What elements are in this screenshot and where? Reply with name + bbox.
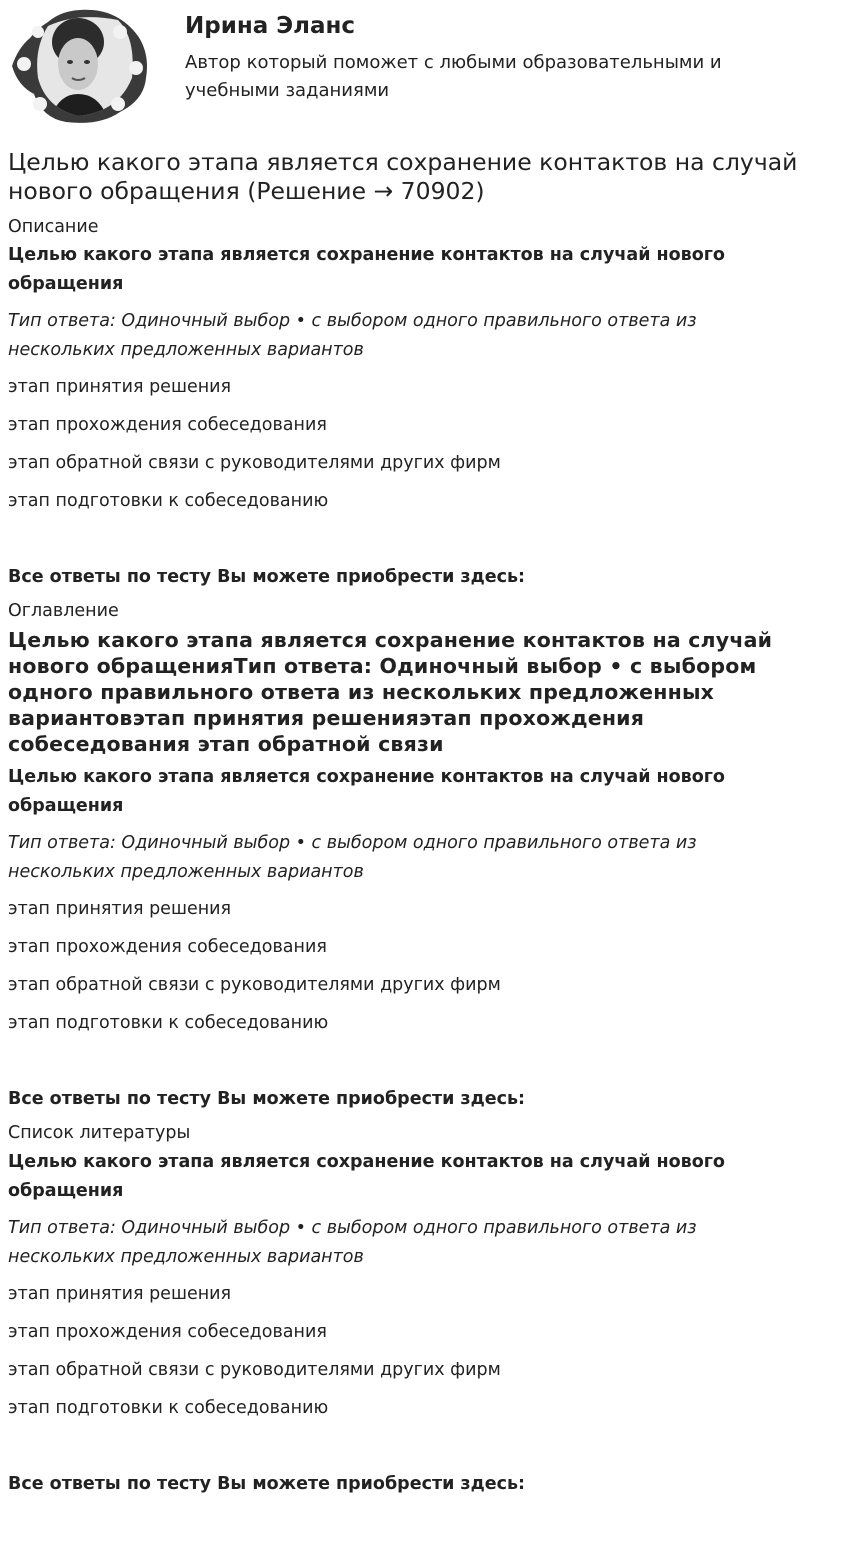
answer-option: этап обратной связи с руководителями других фирм bbox=[8, 1360, 501, 1380]
section-label-toc: Оглавление bbox=[8, 601, 119, 621]
section-label-description: Описание bbox=[8, 217, 99, 237]
page-title: Целью какого этапа является сохранение контактов на случай нового обращения (Решение → 70902) bbox=[8, 148, 798, 205]
answer-option: этап прохождения собеседования bbox=[8, 937, 327, 957]
buy-answers-text: Все ответы по тесту Вы можете приобрести здесь: bbox=[8, 1089, 526, 1109]
references-section bbox=[8, 1121, 833, 1496]
question-text: Целью какого этапа является сохранение контактов на случай нового обращения bbox=[8, 1152, 725, 1201]
answer-option: этап принятия решения bbox=[8, 377, 232, 397]
page bbox=[8, 0, 833, 1496]
answer-option: этап прохождения собеседования bbox=[8, 1322, 327, 1342]
author-avatar[interactable] bbox=[8, 8, 150, 126]
answer-option: этап обратной связи с руководителями других фирм bbox=[8, 975, 501, 995]
answer-option: этап подготовки к собеседованию bbox=[8, 1398, 329, 1418]
answer-option: этап принятия решения bbox=[8, 899, 232, 919]
description-section bbox=[8, 215, 833, 589]
toc-section bbox=[8, 599, 833, 1111]
answer-type: Тип ответа: Одиночный выбор • с выбором одного правильного ответа из нескольких предложенных вариантов bbox=[8, 833, 697, 882]
answer-type: Тип ответа: Одиночный выбор • с выбором одного правильного ответа из нескольких предложенных вариантов bbox=[8, 1218, 697, 1267]
question-text: Целью какого этапа является сохранение контактов на случай нового обращения bbox=[8, 245, 725, 294]
author-description: Автор который поможет с любыми образовательными и учебными заданиями bbox=[185, 52, 722, 101]
answer-option: этап прохождения собеседования bbox=[8, 415, 327, 435]
answer-option: этап обратной связи с руководителями других фирм bbox=[8, 453, 501, 473]
toc-heading: Целью какого этапа является сохранение контактов на случай нового обращенияТип ответа: Одиночный выбор • с выбором одного правильного ответа из нескольких предложенных вариантовэтап принятия решенияэтап прохождения собеседования этап обратной связи bbox=[8, 628, 773, 756]
question-text: Целью какого этапа является сохранение контактов на случай нового обращения bbox=[8, 767, 725, 816]
answer-option: этап принятия решения bbox=[8, 1284, 232, 1304]
section-label-references: Список литературы bbox=[8, 1123, 191, 1143]
author-name[interactable]: Ирина Эланс bbox=[185, 13, 356, 39]
answer-type: Тип ответа: Одиночный выбор • с выбором одного правильного ответа из нескольких предложенных вариантов bbox=[8, 311, 697, 360]
answer-option: этап подготовки к собеседованию bbox=[8, 1013, 329, 1033]
buy-answers-text: Все ответы по тесту Вы можете приобрести здесь: bbox=[8, 567, 526, 587]
answer-option: этап подготовки к собеседованию bbox=[8, 491, 329, 511]
author-header bbox=[8, 0, 833, 128]
buy-answers-text: Все ответы по тесту Вы можете приобрести здесь: bbox=[8, 1474, 526, 1494]
